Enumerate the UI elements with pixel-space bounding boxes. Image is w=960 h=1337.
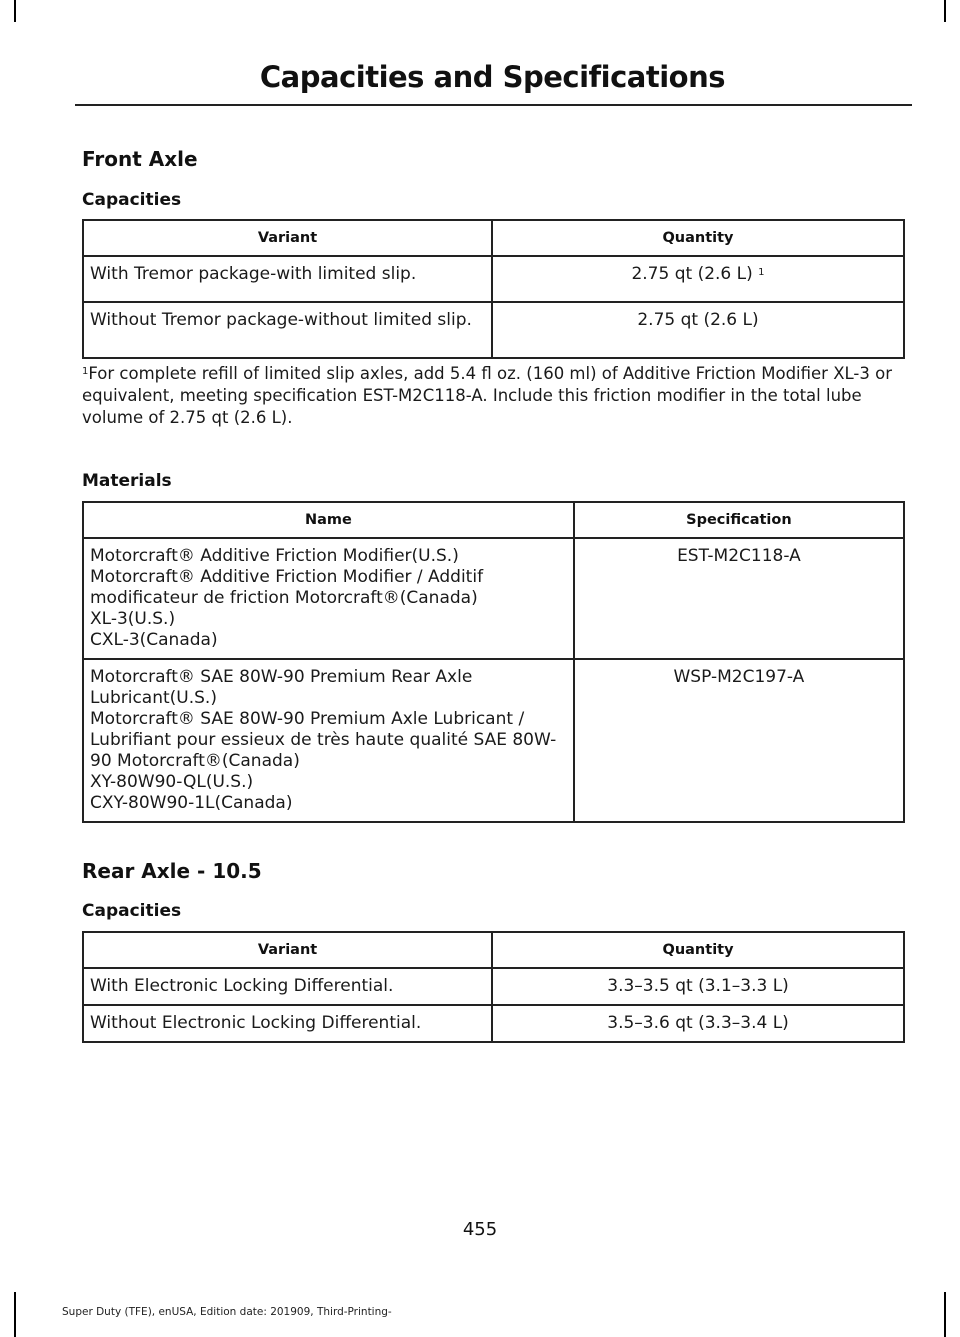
page-number: 455 [462, 1219, 498, 1240]
specification-cell: WSP-M2C197-A [574, 659, 904, 822]
table-row [83, 968, 904, 1005]
front-axle-heading: Front Axle [82, 147, 198, 171]
footnote-text: For complete refill of limited slip axles, add 5.4 fl oz. (160 ml) of Additive Friction Modifier XL-3 or equivalent, meeting specification EST-M2C118-A. Include this friction modifier in the total lube volume of 2.75 qt (2.6 L). [82, 364, 892, 427]
material-name-line: Motorcraft® SAE 80W-90 Premium Axle Lubricant / Lubrifiant pour essieux de très haute qualité SAE 80W-90 Motorcraft®(Canada) [90, 709, 557, 771]
material-name-cell [83, 538, 574, 659]
front-capacities-table [82, 219, 905, 359]
table-row [83, 302, 904, 358]
material-name-line: Motorcraft® Additive Friction Modifier / Additif modificateur de friction Motorcraft®(Canada) [90, 567, 484, 608]
quantity-cell: 3.5–3.6 qt (3.3–3.4 L) [492, 1005, 904, 1042]
column-header-name: Name [83, 502, 574, 538]
crop-mark [944, 1292, 946, 1337]
materials-heading: Materials [82, 471, 172, 491]
crop-mark [14, 1292, 16, 1337]
quantity-cell: 2.75 qt (2.6 L) [492, 302, 904, 358]
variant-cell: Without Electronic Locking Differential. [83, 1005, 492, 1042]
material-name-line: CXL-3(Canada) [90, 630, 218, 650]
column-header-variant: Variant [83, 220, 492, 256]
rear-capacities-heading: Capacities [82, 901, 182, 921]
column-header-variant: Variant [83, 932, 492, 968]
rear-capacities-table [82, 931, 905, 1043]
page-title: Capacities and Specifications [259, 60, 725, 94]
quantity-value: 2.75 qt (2.6 L) [631, 264, 753, 284]
material-name-line: XL-3(U.S.) [90, 609, 176, 629]
materials-table [82, 501, 905, 823]
material-name-line: CXY-80W90-1L(Canada) [90, 793, 293, 813]
header-divider [75, 104, 912, 106]
edition-info: Super Duty (TFE), enUSA, Edition date: 201909, Third-Printing- [62, 1306, 392, 1318]
material-name-line: Motorcraft® SAE 80W-90 Premium Rear Axle Lubricant(U.S.) [90, 667, 473, 708]
footnote-marker: 1 [82, 366, 89, 377]
table-row [83, 256, 904, 302]
quantity-cell [492, 256, 904, 302]
table-row [83, 659, 904, 822]
crop-mark [14, 0, 16, 22]
column-header-specification: Specification [574, 502, 904, 538]
column-header-quantity: Quantity [492, 932, 904, 968]
footnote [82, 363, 912, 429]
crop-mark [944, 0, 946, 22]
variant-cell: Without Tremor package-without limited slip. [83, 302, 492, 358]
front-capacities-heading: Capacities [82, 190, 182, 210]
material-name-line: Motorcraft® Additive Friction Modifier(U.S.) [90, 546, 459, 566]
material-name-cell [83, 659, 574, 822]
material-name-line: XY-80W90-QL(U.S.) [90, 772, 254, 792]
table-row [83, 1005, 904, 1042]
variant-cell: With Electronic Locking Differential. [83, 968, 492, 1005]
quantity-cell: 3.3–3.5 qt (3.1–3.3 L) [492, 968, 904, 1005]
variant-cell: With Tremor package-with limited slip. [83, 256, 492, 302]
specification-cell: EST-M2C118-A [574, 538, 904, 659]
rear-axle-heading: Rear Axle - 10.5 [82, 859, 262, 883]
column-header-quantity: Quantity [492, 220, 904, 256]
footnote-reference: 1 [758, 267, 765, 278]
table-row [83, 538, 904, 659]
